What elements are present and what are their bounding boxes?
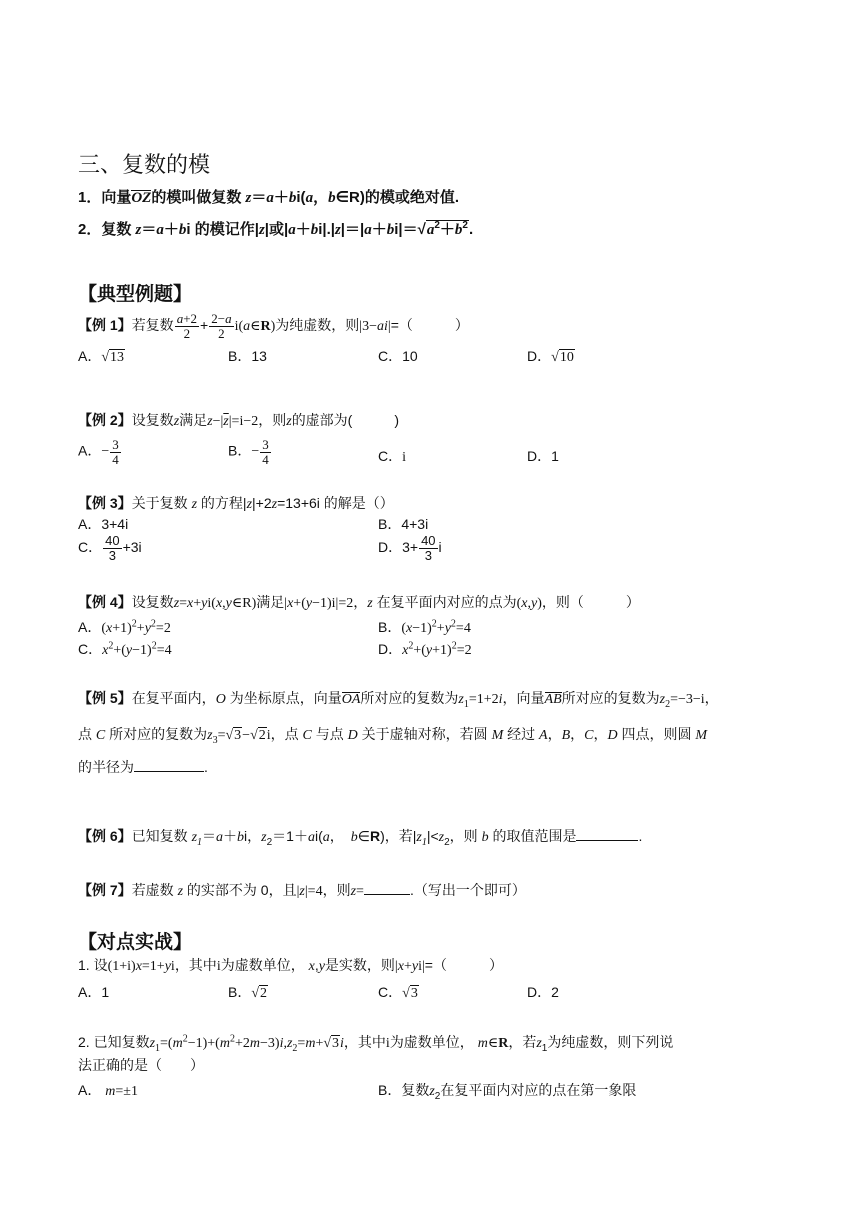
example-3-label: 【例 3】	[78, 495, 132, 511]
practice-1-option-a[interactable]: A．1	[78, 984, 110, 1000]
practice-heading: 【对点实战】	[78, 932, 193, 953]
example-1-option-c[interactable]: C．10	[378, 348, 418, 364]
practice-1-option-c[interactable]: C．√3	[378, 984, 418, 1001]
example-3-option-c[interactable]: C． $\frac{40}{3}$ +3i	[78, 533, 142, 563]
example-2-option-c[interactable]: C．i	[378, 448, 407, 465]
example-1-option-a[interactable]: A．√13	[78, 348, 125, 365]
definition-1	[78, 186, 459, 207]
definition-2	[78, 218, 473, 239]
example-1-option-b[interactable]: B．13	[228, 348, 267, 364]
example-2-option-d[interactable]: D．1	[527, 448, 559, 464]
practice-2-line-1: 2. 已知复数$z_1=(m^2-1)+(m^2+2m-3)i,z_2=m+√3i$，其中i为虚数单位， m∈R，若$z_1$为纯虚数，则下列说	[78, 1033, 674, 1054]
practice-1-option-b[interactable]: B．√2	[228, 984, 268, 1001]
example-3-option-a[interactable]: A．3+4i	[78, 516, 129, 532]
example-3-option-b[interactable]: B．4+3i	[378, 516, 429, 532]
example-1-label: 【例 1】	[78, 316, 132, 333]
example-6-stem: 【例 6】已知复数 $z_1=a+bi$，$z_2=1+ai(a$， b∈R)，若$|z_1|<z_2$，则 b 的取值范围是 .	[78, 828, 643, 848]
example-5-label: 【例 5】	[78, 690, 132, 706]
example-2-option-b[interactable]: B．− $\frac{3}{4}$	[228, 437, 269, 467]
section-title: 三、复数的模	[78, 153, 211, 178]
example-2-stem: 【例 2】设复数z满足$z-|\overline{z}|=i-2$，则z的虚部为( )	[78, 412, 400, 429]
example-2-label: 【例 2】	[78, 412, 132, 428]
definition-1-text: 1．向量OZ的模叫做复数 z＝a＋bi(a，b∈R)的模或绝对值.	[78, 189, 460, 206]
example-4-label: 【例 4】	[78, 594, 132, 610]
example-5-line-1: 【例 5】在复平面内，O 为坐标原点，向量OA所对应的复数为$z_1=1+2i$，向量AB所对应的复数为$z_2=-3-i$，	[78, 690, 719, 710]
practice-1-option-d[interactable]: D．2	[527, 984, 559, 1000]
example-3-stem: 【例 3】关于复数 z 的方程|z|+2z=13+6i 的解是（）	[78, 495, 394, 512]
example-4-option-d[interactable]: D．$x^2+(y+1)^2=2$	[378, 640, 472, 658]
practice-2-option-b[interactable]: B．复数$z_2$在复平面内对应的点在第一象限	[378, 1082, 637, 1102]
practice-1-stem: 1. 设(1+i)x=1+yi，其中i为虚数单位， x,y是实数，则|x+yi|=（ ）	[78, 957, 503, 974]
example-4-option-b[interactable]: B．$(x-1)^2+y^2=4$	[378, 618, 471, 636]
example-1-option-d[interactable]: D．√10	[527, 348, 574, 365]
definition-2-text: 2．复数 z＝a＋bi 的模记作|z|或$|a+bi|.|z|=|a+bi|=√a^2+b^2$.	[78, 220, 474, 238]
example-6-label: 【例 6】	[78, 828, 132, 844]
example-4-option-c[interactable]: C．$x^2+(y-1)^2=4$	[78, 640, 172, 658]
example-2-option-a[interactable]: A．− $\frac{3}{4}$	[78, 437, 119, 467]
example-4-option-a[interactable]: A．$(x+1)^2+y^2=2$	[78, 618, 171, 636]
example-5-line-2: 点 C 所对应的复数为$z_3=√3-√2i$，点 C 与点 D 关于虚轴对称，若圆 M 经过 A，B，C，D 四点，则圆 M	[78, 726, 708, 746]
practice-2-line-2: 法正确的是（ ）	[78, 1057, 204, 1073]
example-1-stem: 【例 1】若复数 $\frac{a+2}{2}$ + $\frac{2-a}{2}$ i(a∈R)为纯虚数，则|3−ai|=（ ）	[78, 311, 469, 341]
example-4-stem: 【例 4】设复数z=x+yi(x,y∈R)满足|x+(y−1)i|=2，z 在复平面内对应的点为(x,y)，则（ ）	[78, 594, 640, 611]
example-7-label: 【例 7】	[78, 882, 132, 898]
practice-2-option-a[interactable]: A． m=±1	[78, 1082, 138, 1099]
example-3-option-d[interactable]: D．3+ $\frac{40}{3}$ i	[378, 533, 442, 563]
example-7-stem: 【例 7】若虚数 z 的实部不为 0，且|z|=4，则z= .（写出一个即可）	[78, 882, 526, 899]
example-5-line-3: 的半径为 .	[78, 759, 208, 775]
typical-examples-heading: 【典型例题】	[78, 284, 193, 305]
